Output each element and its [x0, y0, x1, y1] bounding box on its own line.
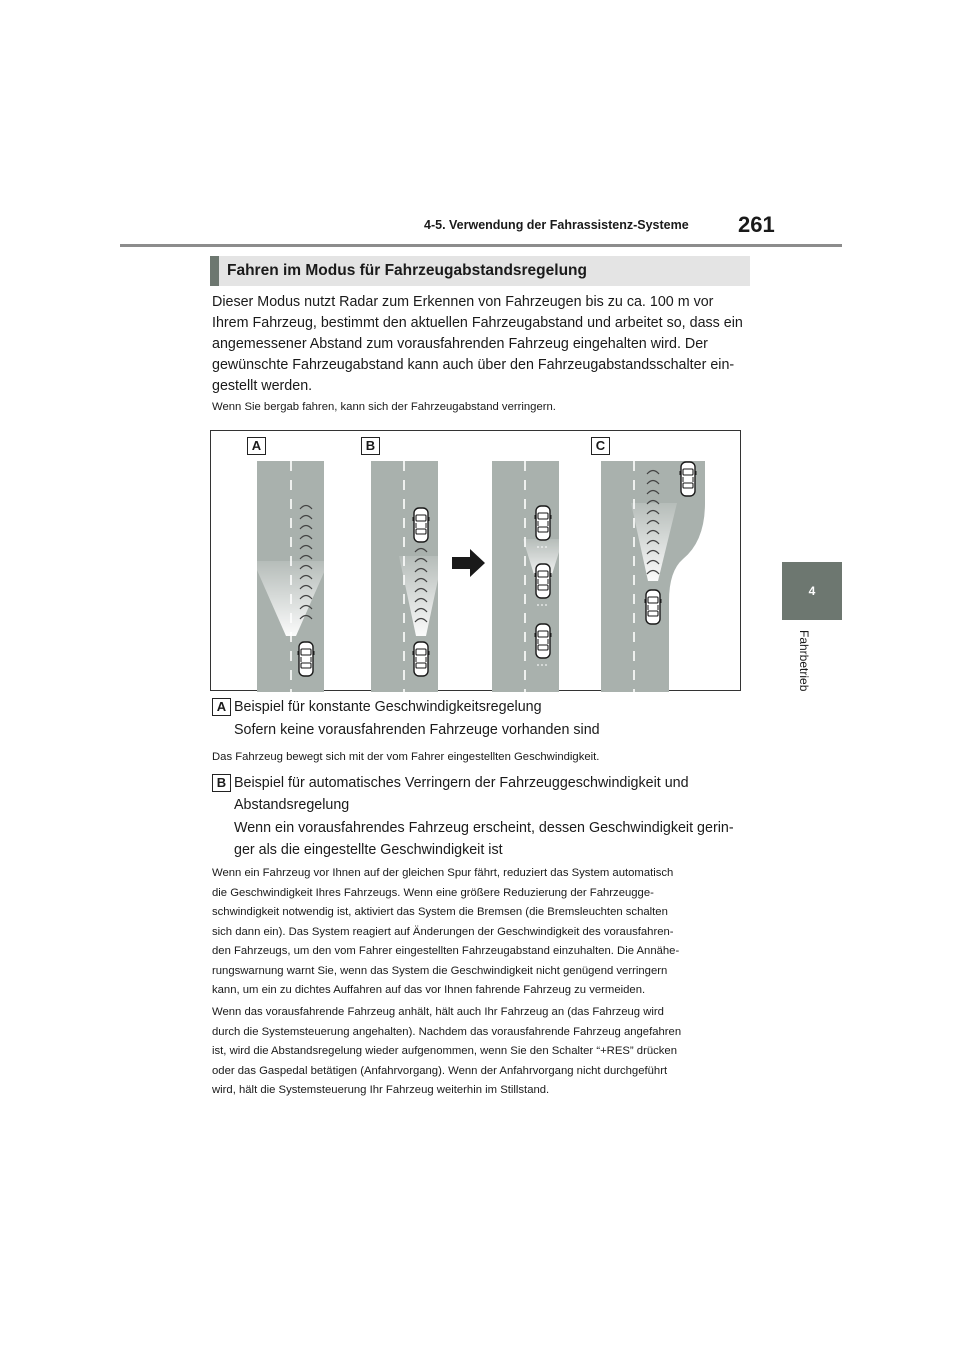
paragraph-line: wird, hält die Systemsteuerung Ihr Fahrzeug weiterhin im Stillstand.: [212, 1084, 550, 1096]
illustration-canvas: [211, 431, 742, 692]
paragraph-line: die Geschwindigkeit Ihres Fahrzeugs. Wenn eine größere Reduzierung der Fahrzeugge-: [212, 886, 654, 899]
figure-label-b: B: [361, 437, 380, 455]
downhill-note: Wenn Sie bergab fahren, kann sich der Fahrzeugabstand verringern.: [212, 401, 556, 413]
intro-line: gewünschte Fahrzeugabstand kann auch über den Fahrzeugabstandsschalter ein-: [212, 357, 735, 373]
item-a: [212, 697, 752, 741]
running-header: 4-5. Verwendung der Fahrassistenz-Systeme: [424, 218, 689, 232]
item-b-title-line: Beispiel für automatisches Verringern der Fahrzeuggeschwindigkeit und: [234, 775, 689, 791]
header-divider: [120, 244, 842, 247]
paragraph-line: sich dann ein). Das System reagiert auf Änderungen der Geschwindigkeit des vorausfahren-: [212, 925, 674, 938]
figure-label-c: C: [591, 437, 610, 455]
section-title: Fahren im Modus für Fahrzeugabstandsregelung: [210, 256, 750, 286]
paragraph-line: den Fahrzeugs, um den vom Fahrer eingestellten Fahrzeugabstand einzuhalten. Die Annähe-: [212, 945, 680, 957]
own-car-b2: [535, 624, 552, 658]
paragraph-line: Wenn das vorausfahrende Fahrzeug anhält, hält auch Ihr Fahrzeug an (das Fahrzeug wird: [212, 1006, 664, 1018]
middle-car-b2: [535, 564, 552, 598]
merging-car-c: [680, 462, 697, 496]
paragraph-line: schwindigkeit notwendig ist, aktiviert das System die Bremsen (die Bremsleuchten schalten: [212, 906, 668, 918]
item-b-paragraph-2: [212, 1003, 748, 1101]
item-b: [212, 773, 752, 861]
chapter-tab[interactable]: 4: [782, 562, 842, 620]
intro-line: Dieser Modus nutzt Radar zum Erkennen von Fahrzeugen bis zu ca. 100 m vor: [212, 294, 714, 310]
item-a-note: Das Fahrzeug bewegt sich mit der vom Fahrer eingestellten Geschwindigkeit.: [212, 751, 600, 763]
paragraph-line: durch die Systemsteuerung angehalten). Nachdem das vorausfahrende Fahrzeug angefahren: [212, 1025, 682, 1038]
intro-paragraph: [212, 292, 748, 397]
paragraph-line: rungswarnung warnt Sie, wenn das System die Geschwindigkeit nicht genügend verringern: [212, 964, 668, 977]
own-car-c: [645, 590, 662, 624]
intro-line: gestellt werden.: [212, 378, 313, 394]
item-a-title: Beispiel für konstante Geschwindigkeitsregelung: [234, 699, 542, 715]
paragraph-line: ist, wird die Abstandsregelung wieder aufgenommen, wenn Sie den Schalter “+RES” drücken: [212, 1045, 677, 1057]
item-b-title-line: Abstandsregelung: [234, 797, 350, 813]
figure-label-a: A: [247, 437, 266, 455]
own-car-a: [298, 642, 315, 676]
arrow-icon: [452, 549, 485, 577]
item-a-subtitle: Sofern keine vorausfahrenden Fahrzeuge vorhanden sind: [234, 722, 600, 738]
own-car-b: [413, 642, 430, 676]
item-b-subtitle-line: ger als die eingestellte Geschwindigkeit ist: [234, 842, 503, 858]
intro-line: angemessener Abstand zum vorausfahrenden Fahrzeug eingehalten wird. Der: [212, 336, 708, 352]
preceding-car-b: [413, 508, 430, 542]
acc-illustration: [210, 430, 741, 691]
chapter-label: Fahrbetrieb: [797, 630, 811, 692]
item-b-subtitle-line: Wenn ein vorausfahrendes Fahrzeug erscheint, dessen Geschwindigkeit gerin-: [234, 820, 734, 836]
item-a-label: A: [212, 698, 231, 716]
intro-line: Ihrem Fahrzeug, bestimmt den aktuellen Fahrzeugabstand und arbeitet so, dass ein: [212, 315, 743, 331]
page-number: 261: [738, 212, 775, 237]
paragraph-line: oder das Gaspedal betätigen (Anfahrvorgang). Wenn der Anfahrvorgang nicht durchgeführt: [212, 1064, 668, 1077]
paragraph-line: kann, um ein zu dichtes Auffahren auf das vor Ihnen fahrende Fahrzeug zu vermeiden.: [212, 984, 646, 996]
paragraph-line: Wenn ein Fahrzeug vor Ihnen auf der gleichen Spur fährt, reduziert das System automatisch: [212, 867, 674, 879]
item-b-paragraph-1: [212, 864, 748, 1001]
item-b-label: B: [212, 774, 231, 792]
preceding-car-b2: [535, 506, 552, 540]
